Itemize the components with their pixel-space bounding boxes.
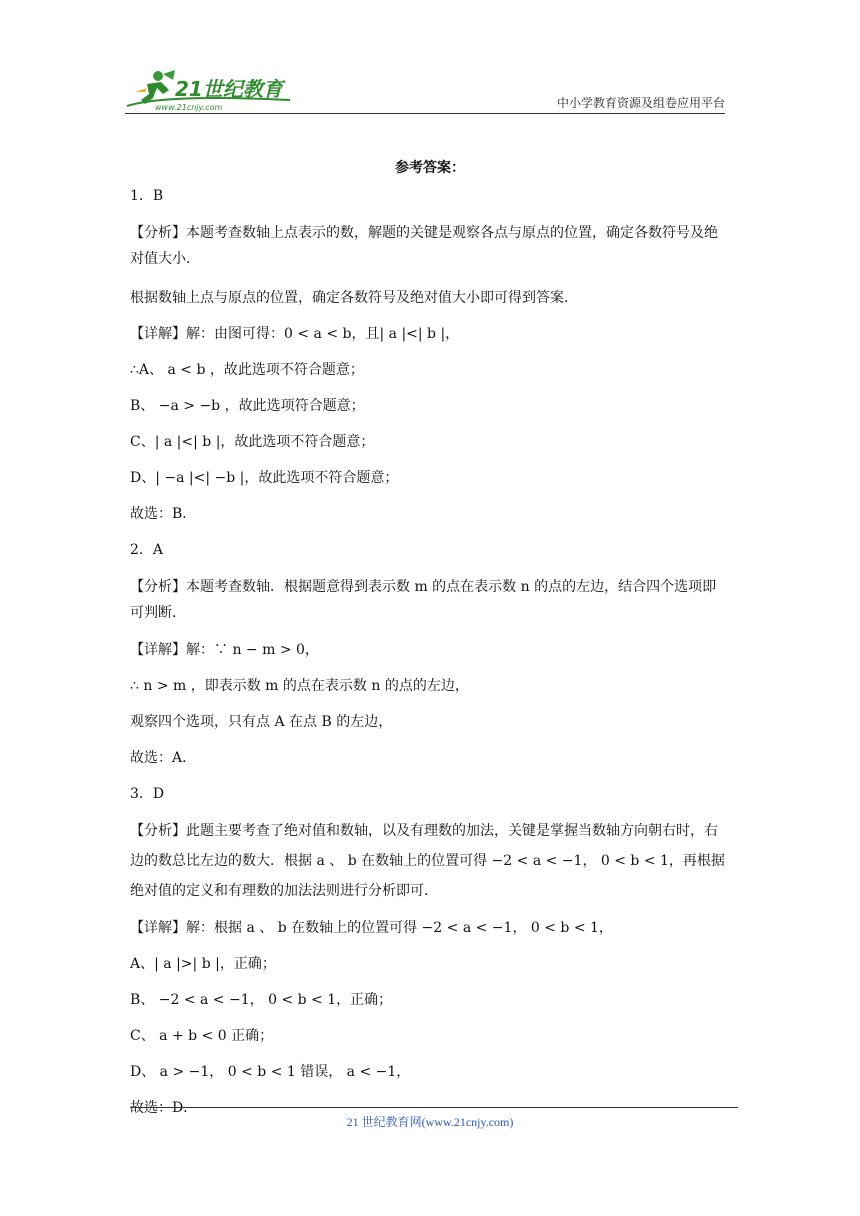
text-line: 【详解】解：根据 a 、 b 在数轴上的位置可得 −2 < a < −1， 0 < b < 1，: [130, 920, 613, 936]
text-line: C、| a |<| b |，故此选项不符合题意；: [130, 434, 375, 450]
text-line: C、 a + b < 0 正确；: [130, 1028, 274, 1044]
text-line: 根据数轴上点与原点的位置，确定各数符号及绝对值大小即可得到答案．: [130, 290, 578, 306]
text-line: ∴A、 a < b ，故此选项不符合题意；: [130, 362, 364, 378]
text-line: B、 −a > −b ，故此选项符合题意；: [130, 398, 365, 414]
footer-link[interactable]: 21 世纪教育网(www.21cnjy.com): [346, 1115, 514, 1129]
platform-label: 中小学教育资源及组卷应用平台: [556, 96, 725, 110]
header-divider: [125, 113, 725, 114]
text-line: 2．A: [130, 542, 164, 558]
text-line: B、 −2 < a < −1， 0 < b < 1，正确；: [130, 992, 393, 1008]
text-line: 1．B: [130, 188, 164, 204]
text-line: 【分析】本题考查数轴上点表示的数，解题的关键是观察各点与原点的位置，确定各数符号及绝对值大小．: [130, 225, 718, 267]
logo-text: 21世纪教育: [175, 77, 283, 101]
text-line: 故选：B．: [130, 506, 197, 522]
text-line: 【分析】本题考查数轴．根据题意得到表示数 m 的点在表示数 n 的点的左边，结合四个选项即可判断．: [130, 579, 717, 621]
text-line: ∴ n > m ，即表示数 m 的点在表示数 n 的点的左边，: [130, 678, 469, 694]
answer-title: 参考答案：: [395, 160, 465, 176]
text-line: 【详解】解：由图可得：0 < a < b，且| a |<| b |，: [130, 326, 460, 342]
page-header: [125, 64, 725, 116]
footer-divider: [130, 1107, 738, 1108]
text-line: 故选：A．: [130, 750, 197, 766]
text-line: 故选：D．: [130, 1100, 198, 1116]
logo-21cnjy: [125, 64, 295, 114]
logo-url: www.21cnjy.com: [155, 103, 223, 112]
text-line: 【分析】此题主要考查了绝对值和数轴，以及有理数的加法，关键是掌握当数轴方向朝右时，右边的数总比左边的数大．根据 a 、 b 在数轴上的位置可得 −2 < a < −1， 0 < b < 1，再根据绝对值的定义和有理数的加法法则进行分析即可．: [130, 823, 725, 899]
text-line: A、| a |>| b |，正确；: [130, 956, 276, 972]
text-line: 3．D: [130, 786, 165, 802]
text-line: 【详解】解：∵ n − m > 0，: [130, 642, 319, 658]
text-line: D、| −a |<| −b |，故此选项不符合题意；: [130, 470, 399, 486]
answer-content: [130, 150, 730, 1126]
text-line: 观察四个选项，只有点 A 在点 B 的左边，: [130, 714, 393, 730]
text-line: D、 a > −1， 0 < b < 1 错误， a < −1，: [130, 1064, 411, 1080]
